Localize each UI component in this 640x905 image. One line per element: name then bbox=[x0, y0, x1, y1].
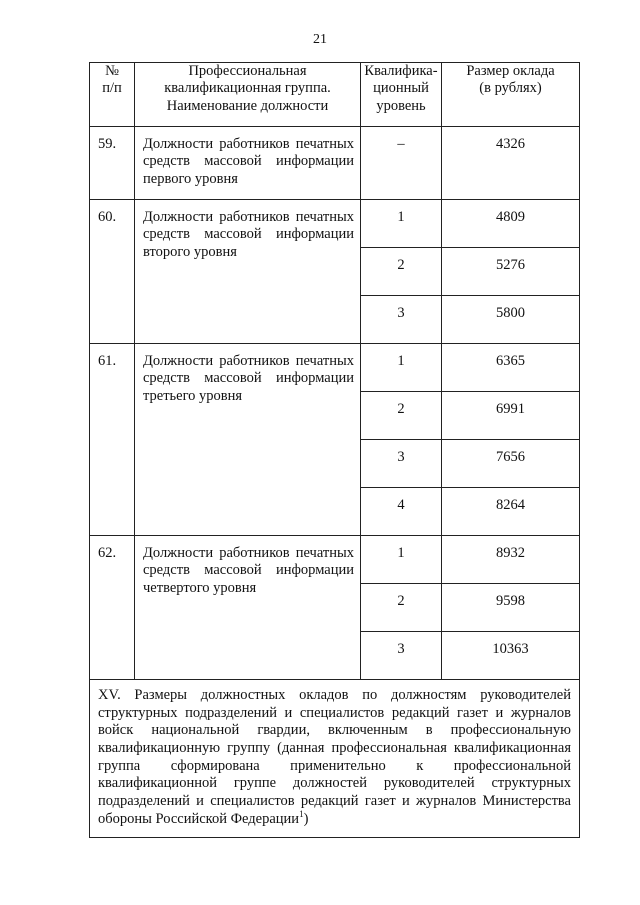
table-row bbox=[90, 536, 580, 584]
salary-amount: 6365 bbox=[442, 344, 580, 392]
group-name: Должности работников печатных средств массовой информации четвертого уровня bbox=[135, 536, 361, 680]
footnote-mark: 1 bbox=[299, 808, 304, 819]
qualification-level: 1 bbox=[361, 200, 442, 248]
section-heading bbox=[90, 680, 580, 838]
qualification-level: 1 bbox=[361, 344, 442, 392]
header-salary bbox=[442, 63, 580, 127]
header-salary-label: Размер оклада (в рублях) bbox=[466, 63, 555, 97]
header-name-label: Профессиональная квалификационная группа. Наименование должности bbox=[164, 63, 331, 114]
header-num-label: № п/п bbox=[102, 63, 122, 97]
salary-amount: 6991 bbox=[442, 392, 580, 440]
table-row bbox=[90, 127, 580, 200]
group-name: Должности работников печатных средств массовой информации третьего уровня bbox=[135, 344, 361, 536]
qualification-level: – bbox=[361, 127, 442, 200]
salary-amount: 9598 bbox=[442, 584, 580, 632]
group-name: Должности работников печатных средств массовой информации второго уровня bbox=[135, 200, 361, 344]
qualification-level: 2 bbox=[361, 392, 442, 440]
header-name bbox=[135, 63, 361, 127]
salary-table bbox=[89, 62, 580, 838]
qualification-level: 3 bbox=[361, 440, 442, 488]
salary-amount: 5800 bbox=[442, 296, 580, 344]
table-row bbox=[90, 200, 580, 248]
qualification-level: 2 bbox=[361, 584, 442, 632]
section-closing: ) bbox=[303, 810, 309, 827]
qualification-level: 2 bbox=[361, 248, 442, 296]
salary-amount: 8264 bbox=[442, 488, 580, 536]
group-number: 61. bbox=[90, 344, 135, 536]
salary-amount: 4326 bbox=[442, 127, 580, 200]
group-number: 59. bbox=[90, 127, 135, 200]
salary-amount: 7656 bbox=[442, 440, 580, 488]
table-header-row bbox=[90, 63, 580, 127]
group-name: Должности работников печатных средств массовой информации первого уровня bbox=[135, 127, 361, 200]
group-number: 60. bbox=[90, 200, 135, 344]
section-row bbox=[90, 680, 580, 838]
salary-amount: 5276 bbox=[442, 248, 580, 296]
qualification-level: 3 bbox=[361, 632, 442, 680]
table-row bbox=[90, 344, 580, 392]
salary-amount: 8932 bbox=[442, 536, 580, 584]
header-level-label: Квалифика- ционный уровень bbox=[364, 63, 438, 114]
qualification-level: 3 bbox=[361, 296, 442, 344]
header-num bbox=[90, 63, 135, 127]
salary-amount: 10363 bbox=[442, 632, 580, 680]
section-text: XV. Размеры должностных окладов по должностям руководителей структурных подразделений и специалистов редакций газет и журналов войск национальной гвардии, включенным в профессиональную квалификационную группу (данная профессиональная квалификационная группа сформирована применительно к профессиональной квалификационной группе должностей руководителей структурных подразделений и специалистов редакций газет и журналов Министерства обороны Российской Федерации bbox=[98, 687, 571, 827]
qualification-level: 4 bbox=[361, 488, 442, 536]
qualification-level: 1 bbox=[361, 536, 442, 584]
header-level bbox=[361, 63, 442, 127]
group-number: 62. bbox=[90, 536, 135, 680]
page-number: 21 bbox=[313, 32, 327, 47]
salary-amount: 4809 bbox=[442, 200, 580, 248]
